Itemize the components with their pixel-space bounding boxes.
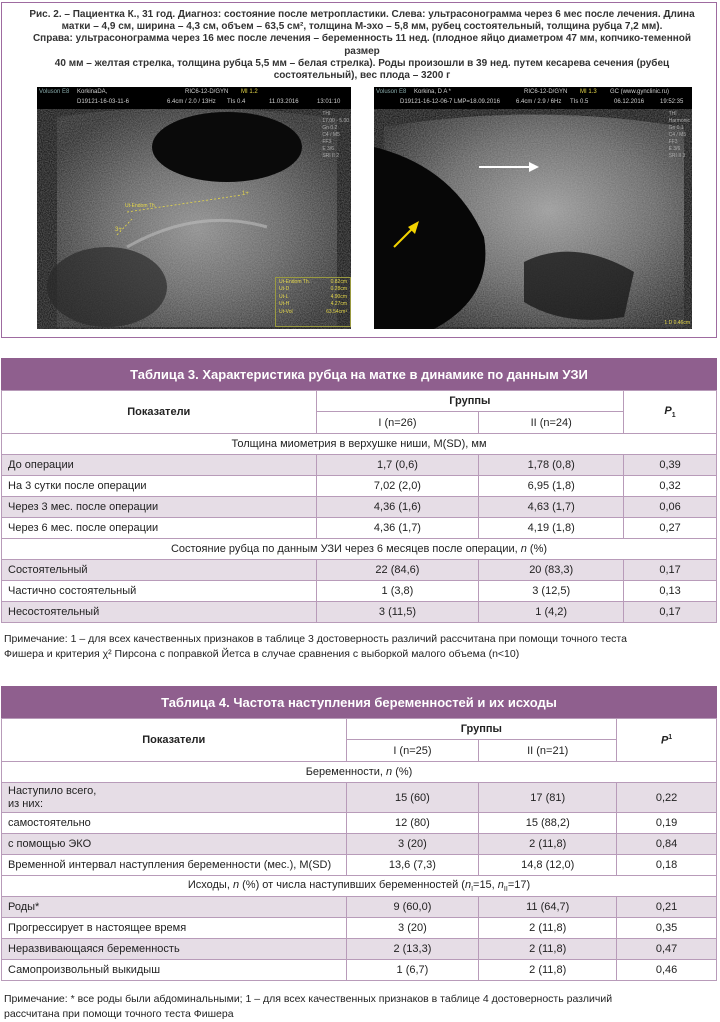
table-row: [2, 560, 717, 581]
caption-line: 40 мм – желтая стрелка, толщина рубца 5,5 мм – белая стрелка). Роды произошли в 39 нед. путем кесарева сечения (рубец: [54, 57, 670, 69]
cell-g1: 9 (60,0): [346, 897, 479, 918]
clinic-label: GC (www.gynclinic.ru): [610, 89, 670, 95]
col-header-p: [617, 719, 717, 762]
cell-p: 0,84: [617, 834, 717, 855]
side-param: C4 / M5: [668, 132, 687, 138]
note-line: Примечание: * все роды были абдоминальными; 1 – для всех качественных признаков в таблице 4 достоверность различий: [4, 993, 613, 1005]
section-header: Толщина миометрия в верхушке ниши, M(SD), мм: [2, 434, 717, 455]
cell-p: 0,19: [617, 813, 717, 834]
cell-p: 0,06: [624, 497, 717, 518]
note-line: рассчитана при помощи точного теста Фишера: [4, 1008, 234, 1020]
side-param: Gn 0.1: [668, 125, 684, 131]
table-row: [2, 476, 717, 497]
table-row: [2, 834, 717, 855]
cell-p: 0,17: [624, 602, 717, 623]
scan-time: 13:01:10: [317, 99, 341, 105]
side-param: THI: [322, 111, 331, 117]
cell-g2: 20 (83,3): [479, 560, 624, 581]
patient-name: Korkina, D A *: [414, 89, 452, 95]
cell-g2: 11 (64,7): [479, 897, 617, 918]
table4-note: [4, 992, 710, 1022]
section-header: Состояние рубца по данным УЗИ через 6 месяцев после операции, n (%): [2, 539, 717, 560]
col-header-group2: II (n=21): [479, 740, 617, 762]
row-label-line: Наступило всего,: [8, 784, 97, 797]
table4-title: Таблица 4. Частота наступления беременностей и их исходы: [1, 686, 717, 718]
measurement-row: [279, 309, 347, 316]
row-label: На 3 сутки после операции: [2, 476, 317, 497]
cell-g2: 2 (11,8): [479, 960, 617, 981]
cell-g2: 1,78 (0,8): [479, 455, 624, 476]
cell-g1: 7,02 (2,0): [316, 476, 479, 497]
p-superscript: 1: [668, 733, 673, 741]
measurement-row: [279, 286, 347, 293]
row-label: Несостоятельный: [2, 602, 317, 623]
col-header-groups: Группы: [316, 391, 624, 412]
cell-g2: 4,63 (1,7): [479, 497, 624, 518]
cell-g2: 4,19 (1,8): [479, 518, 624, 539]
measurement-box: [275, 277, 351, 327]
cell-g2: 17 (81): [479, 783, 617, 813]
table4: [1, 718, 717, 981]
table-row: [2, 602, 717, 623]
cell-g2: 3 (12,5): [479, 581, 624, 602]
row-label: Состоятельный: [2, 560, 317, 581]
scan-params: 6.4cm / 2.9 / 6Hz: [516, 99, 562, 105]
probe-mode: RIC6-12-D/GYN: [524, 89, 568, 95]
cell-g2: 2 (11,8): [479, 939, 617, 960]
cell-g1: 1 (3,8): [316, 581, 479, 602]
ultrasound-image-right: [374, 87, 692, 329]
cell-p: 0,13: [624, 581, 717, 602]
ultrasound-header: [37, 87, 351, 109]
cell-p: 0,32: [624, 476, 717, 497]
ultrasound-header: [374, 87, 692, 109]
row-label: с помощью ЭКО: [2, 834, 347, 855]
table-row: [2, 939, 717, 960]
study-id: D19121-16-03-11-6: [77, 99, 129, 105]
cell-p: 0,47: [617, 939, 717, 960]
cell-g1: 15 (60): [346, 783, 479, 813]
cell-g1: 4,36 (1,6): [316, 497, 479, 518]
cell-p: 0,18: [617, 855, 717, 876]
cell-g1: 22 (84,6): [316, 560, 479, 581]
table-row: [2, 581, 717, 602]
figure-frame: [1, 2, 717, 338]
table-row: [2, 813, 717, 834]
cell-g1: 3 (20): [346, 834, 479, 855]
side-param: SRI II 2: [322, 153, 339, 159]
measurement-value: 0.28cm: [330, 286, 347, 293]
table-row: [2, 960, 717, 981]
p-symbol: P: [660, 734, 669, 747]
side-param: E 3/6: [668, 146, 681, 152]
col-header-group1: I (n=25): [346, 740, 479, 762]
note-line: Примечание: 1 – для всех качественных признаков в таблице 3 достоверность различий рассчитана при помощи точного теста: [4, 633, 627, 645]
col-header-p: [624, 391, 717, 434]
patient-name: KorkinaDA,: [77, 89, 108, 95]
side-param: Harmonic: [668, 118, 690, 124]
table-row: [2, 918, 717, 939]
ultrasound-side-panel: [322, 111, 349, 160]
row-label: самостоятельно: [2, 813, 347, 834]
col-header-indicators: Показатели: [2, 391, 317, 434]
scan-params: 6.4cm / 2.0 / 13Hz: [167, 99, 216, 105]
side-param: FF3: [322, 139, 332, 145]
cell-p: 0,46: [617, 960, 717, 981]
row-label: Неразвивающаяся беременность: [2, 939, 347, 960]
p-subscript: 1: [671, 412, 676, 420]
measurement-name: Ut-L: [279, 293, 289, 300]
side-param: 17.00 - 5.00: [322, 118, 349, 124]
side-param: THI: [668, 111, 677, 117]
side-param: E 3/6: [322, 146, 334, 152]
table-row: [2, 497, 717, 518]
table-row: [2, 518, 717, 539]
caption-line: состоятельный), вес плода – 3200 г: [273, 70, 451, 82]
cell-g1: 4,36 (1,7): [316, 518, 479, 539]
row-label: Прогрессирует в настоящее время: [2, 918, 347, 939]
cell-g2: 15 (88,2): [479, 813, 617, 834]
side-param: Gn 0.2: [322, 125, 338, 131]
measurement-name: Ut-Endom Th.: [279, 279, 311, 285]
note-line: Фишера и критерия χ² Пирсона с поправкой Йетса в случае сравнения с выборкой малого объема (n<10): [4, 648, 520, 660]
measurement-name: Ut-D: [279, 286, 290, 293]
scan-date: 06.12.2016: [614, 99, 645, 105]
row-label: [2, 783, 347, 813]
tis-index: TIs 0.5: [570, 99, 589, 105]
table-row: [2, 897, 717, 918]
cell-p: 0,17: [624, 560, 717, 581]
row-label: Частично состоятельный: [2, 581, 317, 602]
cell-g1: 3 (11,5): [316, 602, 479, 623]
cell-g1: 12 (80): [346, 813, 479, 834]
row-label: Самопроизвольный выкидыш: [2, 960, 347, 981]
measurement-value: 4.90cm: [330, 293, 347, 300]
row-label: Через 6 мес. после операции: [2, 518, 317, 539]
table3-note: [4, 632, 710, 662]
side-param: C4 / M5: [322, 132, 340, 138]
caption-line: матки – 4,9 см, ширина – 4,3 см, объем – 63,5 см², толщина М-эхо – 5,8 мм, рубец состоятельный, толщина рубца 7,2 мм).: [61, 21, 663, 33]
cell-g2: 6,95 (1,8): [479, 476, 624, 497]
scan-date: 11.03.2016: [269, 99, 299, 105]
col-header-indicators: Показатели: [2, 719, 347, 762]
endometrium-label: Ut-Endom Th.: [125, 203, 157, 209]
mi-index: MI 1.3: [580, 89, 597, 95]
cell-p: 0,39: [624, 455, 717, 476]
cell-p: 0,27: [624, 518, 717, 539]
table-row: [2, 855, 717, 876]
cell-p: 0,22: [617, 783, 717, 813]
cell-g2: 14,8 (12,0): [479, 855, 617, 876]
table-row: [2, 455, 717, 476]
brand-label: Voluson E8: [39, 89, 70, 95]
col-header-group1: I (n=26): [316, 412, 479, 434]
cell-g2: 2 (11,8): [479, 918, 617, 939]
col-header-groups: Группы: [346, 719, 617, 740]
row-label-line: из них:: [8, 797, 44, 810]
marker-label: 1+: [242, 191, 249, 197]
table3-title: Таблица 3. Характеристика рубца на матке в динамике по данным УЗИ: [1, 358, 717, 390]
tis-index: TIs 0.4: [227, 99, 246, 105]
measurement-name: Ut-Vol: [279, 308, 293, 315]
cell-g1: 13,6 (7,3): [346, 855, 479, 876]
cell-g1: 1,7 (0,6): [316, 455, 479, 476]
row-label: Временной интервал наступления беременности (мес.), M(SD): [2, 855, 347, 876]
measurement-row: [279, 294, 347, 301]
measurement-value: 0.82cm: [330, 279, 347, 285]
mi-index: MI 1.2: [241, 89, 258, 95]
measurement-value: 4.27cm: [330, 301, 347, 308]
row-label: До операции: [2, 455, 317, 476]
cell-g1: 1 (6,7): [346, 960, 479, 981]
section-header: Исходы, n (%) от числа наступивших беременностей ($n_I=15$, $n_{II}=17$): [2, 876, 717, 897]
ultrasound-image-left: [37, 87, 351, 329]
col-header-group2: II (n=24): [479, 412, 624, 434]
measurement-value: 1 D 0.46cm: [664, 320, 690, 326]
cell-g2: 2 (11,8): [479, 834, 617, 855]
cell-p: 0,21: [617, 897, 717, 918]
cell-g1: 2 (13,3): [346, 939, 479, 960]
caption-line: Рис. 2. – Пациентка К., 31 год. Диагноз: состояние после метропластики. Слева: ультрасонограмма через 6 мес после лечения. Длина: [29, 9, 695, 20]
study-id: D19121-16-12-06-7 LMP=18.09.2016: [400, 99, 500, 105]
cell-p: 0,35: [617, 918, 717, 939]
table3: [1, 390, 717, 623]
ultrasound-side-panel: [669, 111, 690, 160]
probe-mode: RIC6-12-D/GYN: [185, 89, 229, 95]
p-symbol: P: [664, 404, 672, 417]
cell-g1: 3 (20): [346, 918, 479, 939]
table-row: [2, 783, 717, 813]
measurement-row: [279, 279, 347, 286]
measurement-value: 63.54cm³: [326, 308, 347, 315]
cell-g2: 1 (4,2): [479, 602, 624, 623]
marker-label: 3+: [115, 227, 122, 233]
side-param: SRI II 3: [668, 153, 686, 159]
ultrasound-scan-graphic: [374, 87, 692, 329]
row-label: Через 3 мес. после операции: [2, 497, 317, 518]
measurement-row: [279, 301, 347, 308]
caption-line: Справа: ультрасонограмма через 16 мес после лечения – беременность 11 нед. (плодное яйцо диаметром 47 мм, копчико-теменной размер: [32, 33, 692, 57]
measurement-name: Ut-H: [279, 301, 290, 308]
row-label: Роды*: [2, 897, 347, 918]
figure-caption: [22, 9, 702, 82]
brand-label: Voluson E8: [376, 89, 407, 95]
section-header: Беременности, n (%): [2, 762, 717, 783]
scan-time: 19:52:35: [660, 99, 684, 105]
side-param: FF3: [668, 139, 678, 145]
